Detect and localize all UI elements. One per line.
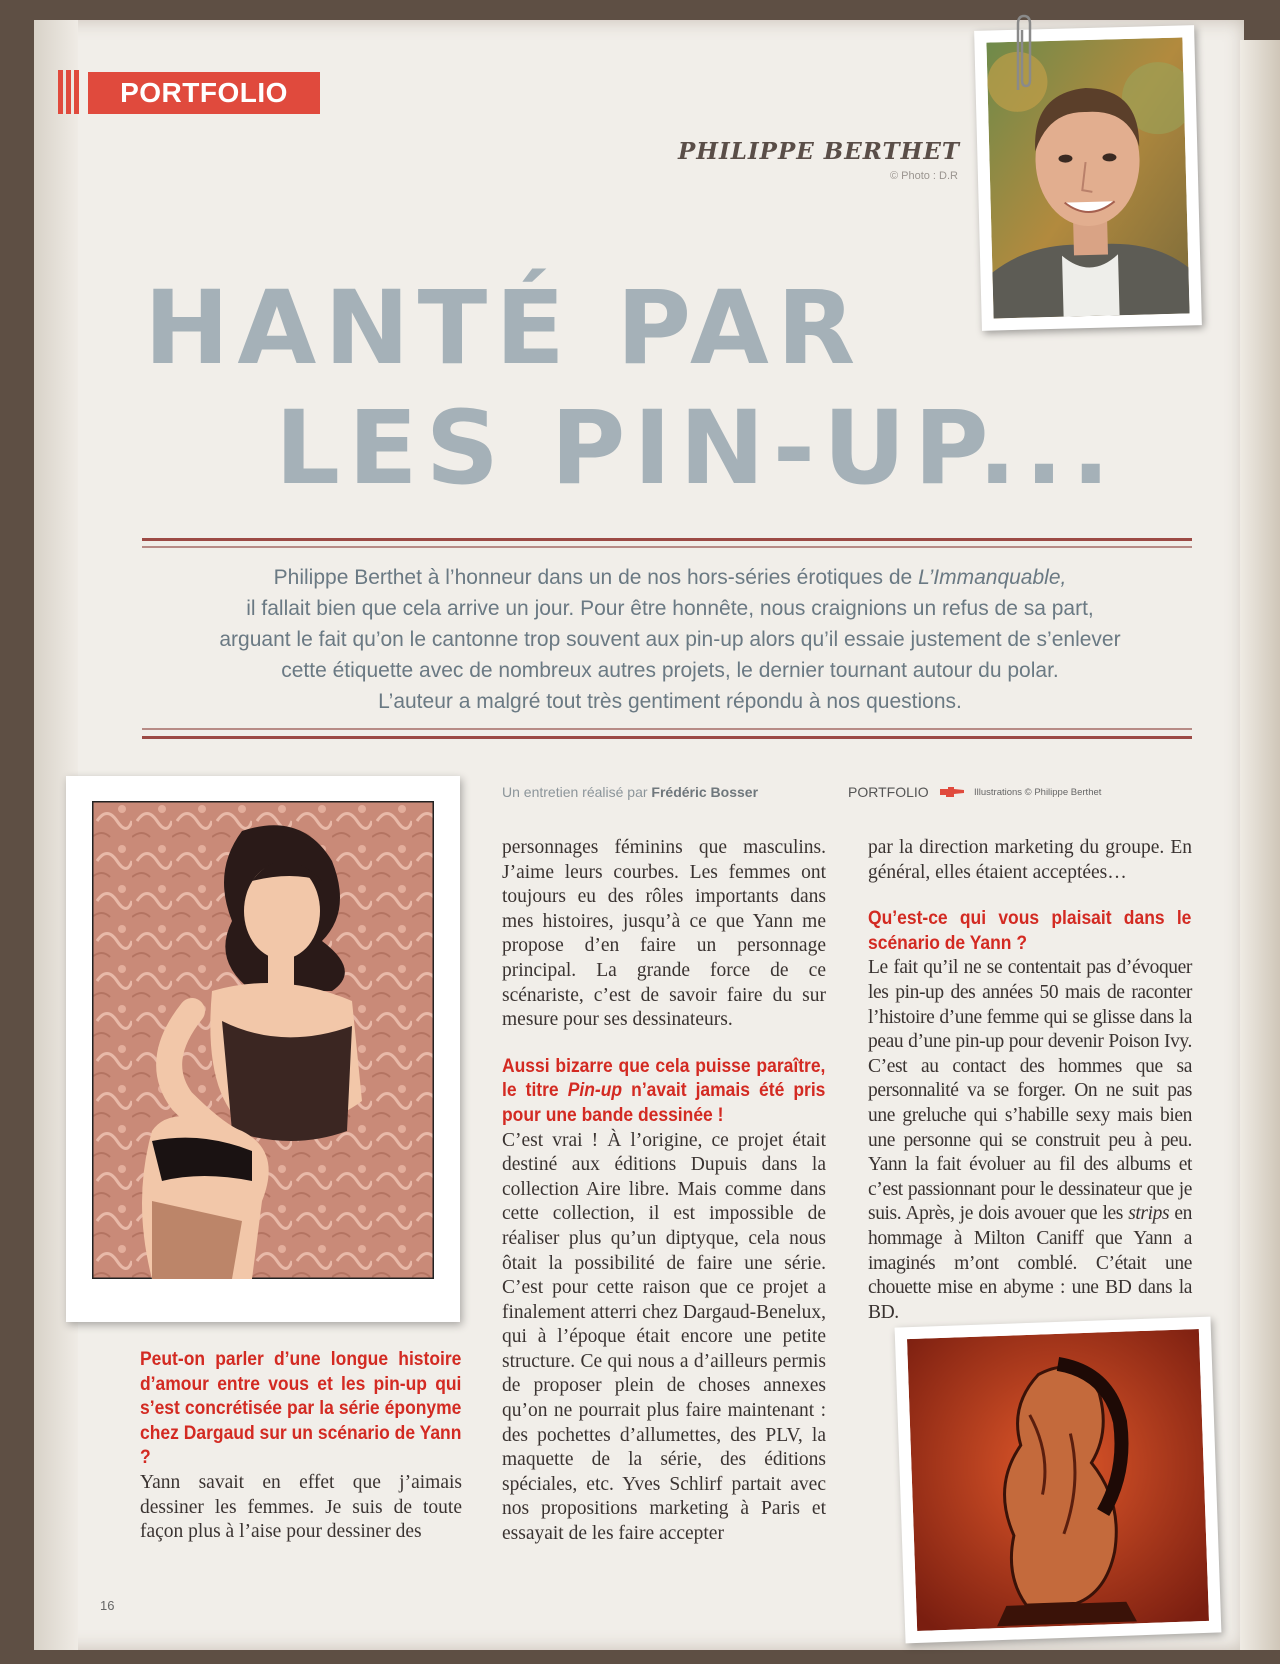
pointing-hand-icon <box>940 786 964 798</box>
question-2: Aussi bizarre que cela puisse paraître, le titre Pin-up n’avait jamais été pris pour une bande dessinée ! <box>502 1055 826 1126</box>
rule-bottom-thin <box>142 728 1192 730</box>
rule-top-thick <box>142 538 1192 541</box>
column-3 <box>868 836 1192 1325</box>
illustrations-credit: Illustrations © Philippe Berthet <box>974 787 1102 798</box>
answer-3: Le fait qu’il ne se contentait pas d’évoquer les pin-up des années 50 mais de raconter l’histoire d’une femme qui se glisse dans la peau d’une pin-up pour devenir Poison Ivy. C’est au contact des hommes que sa personnalité va se forger. On ne suit pas une greluche qui s’habille sexy mais bien une personne qui se construit peu à peu. Yann la fait évoluer au fil des albums et c’est passionnant pour le dessinateur que je suis. Après, je dois avouer que les strips en hommage à Milton Caniff que Yann a imaginés m’ont comblé. C’était une chouette mise en abyme : une BD dans la BD. <box>868 957 1192 1323</box>
pinup-illustration <box>66 776 460 1322</box>
column-1 <box>140 1348 462 1545</box>
answer-1-cont: personnages féminins que masculins. J’aime leurs courbes. Les femmes ont toujours eu des rôles importants dans mes histoires, jusqu’à ce que Yann me propose d’en faire un personnage principal. La grande force de ce scénariste, c’est de savoir faire du sur mesure pour ses dessinateurs. <box>502 837 826 1031</box>
couple-illustration <box>895 1317 1222 1644</box>
answer-2-cont: par la direction marketing du groupe. En général, elles étaient acceptées… <box>868 837 1192 883</box>
footer-tag: PORTFOLIO <box>848 784 929 800</box>
author-name: PHILIPPE BERTHET <box>677 138 960 165</box>
title-line-2: LES PIN-UP... <box>275 389 1119 508</box>
rule-top-thin <box>142 546 1192 548</box>
pinup-image <box>92 801 434 1279</box>
author-portrait <box>974 25 1202 331</box>
photo-credit: © Photo : D.R <box>889 170 958 182</box>
intro-paragraph: Philippe Berthet à l’honneur dans un de nos hors-séries érotiques de L’Immanquable, il fallait bien que cela arrive un jour. Pour être honnête, nous craignions un refus de sa part, arguant le fait qu’on le cantonne trop souvent aux pin-up alors qu’il essaie justement de s’enlever cette étiquette avec de nombreux autres projets, le dernier tournant autour du polar. L’auteur a malgré tout très gentiment répondu à nos questions. <box>219 566 1121 713</box>
byline: Un entretien réalisé par Frédéric Bosser <box>502 784 759 800</box>
section-tag: PORTFOLIO <box>88 72 320 114</box>
answer-1-start: Yann savait en effet que j’aimais dessiner les femmes. Je suis de toute façon plus à l’aise pour dessiner des <box>140 1471 462 1543</box>
interviewer-name: Frédéric Bosser <box>651 784 759 800</box>
magazine-name: L’Immanquable, <box>918 566 1067 589</box>
answer-2: C’est vrai ! À l’origine, ce projet était destiné aux éditions Dupuis dans la collection Aire libre. Mais comme dans cette collection, il est impossible de réaliser plus qu’un diptyque, cela nous ôtait la possibilité de faire une série. C’est pour cette raison que ce projet a finalement atterri chez Dargaud-Benelux, qui à l’époque était encore une petite structure. Ce qui nous a d’ailleurs permis de proposer plein de choses annexes qu’on ne pourrait plus faire maintenant : des pochettes d’allumettes, des PLV, la maquette de la série, des éditions spéciales, etc. Yves Schlirf partait avec nos propositions marketing à Paris et essayait de les faire accepter <box>502 1129 826 1545</box>
couple-image <box>907 1329 1209 1631</box>
paperclip-icon <box>1010 14 1038 94</box>
question-3: Qu’est-ce qui vous plaisait dans le scénario de Yann ? <box>868 908 1192 954</box>
rule-bottom-thick <box>142 736 1192 739</box>
column-2 <box>502 836 826 1547</box>
title-line-1: HANTÉ PAR <box>144 269 864 388</box>
question-1: Peut-on parler d’une longue histoire d’amour entre vous et les pin-up qui s’est concrétisée par la série éponyme chez Dargaud sur un scénario de Yann ? <box>140 1349 462 1469</box>
page-number: 16 <box>100 1598 115 1613</box>
next-page-edge <box>1240 40 1280 1650</box>
tag-stripes <box>58 70 84 114</box>
